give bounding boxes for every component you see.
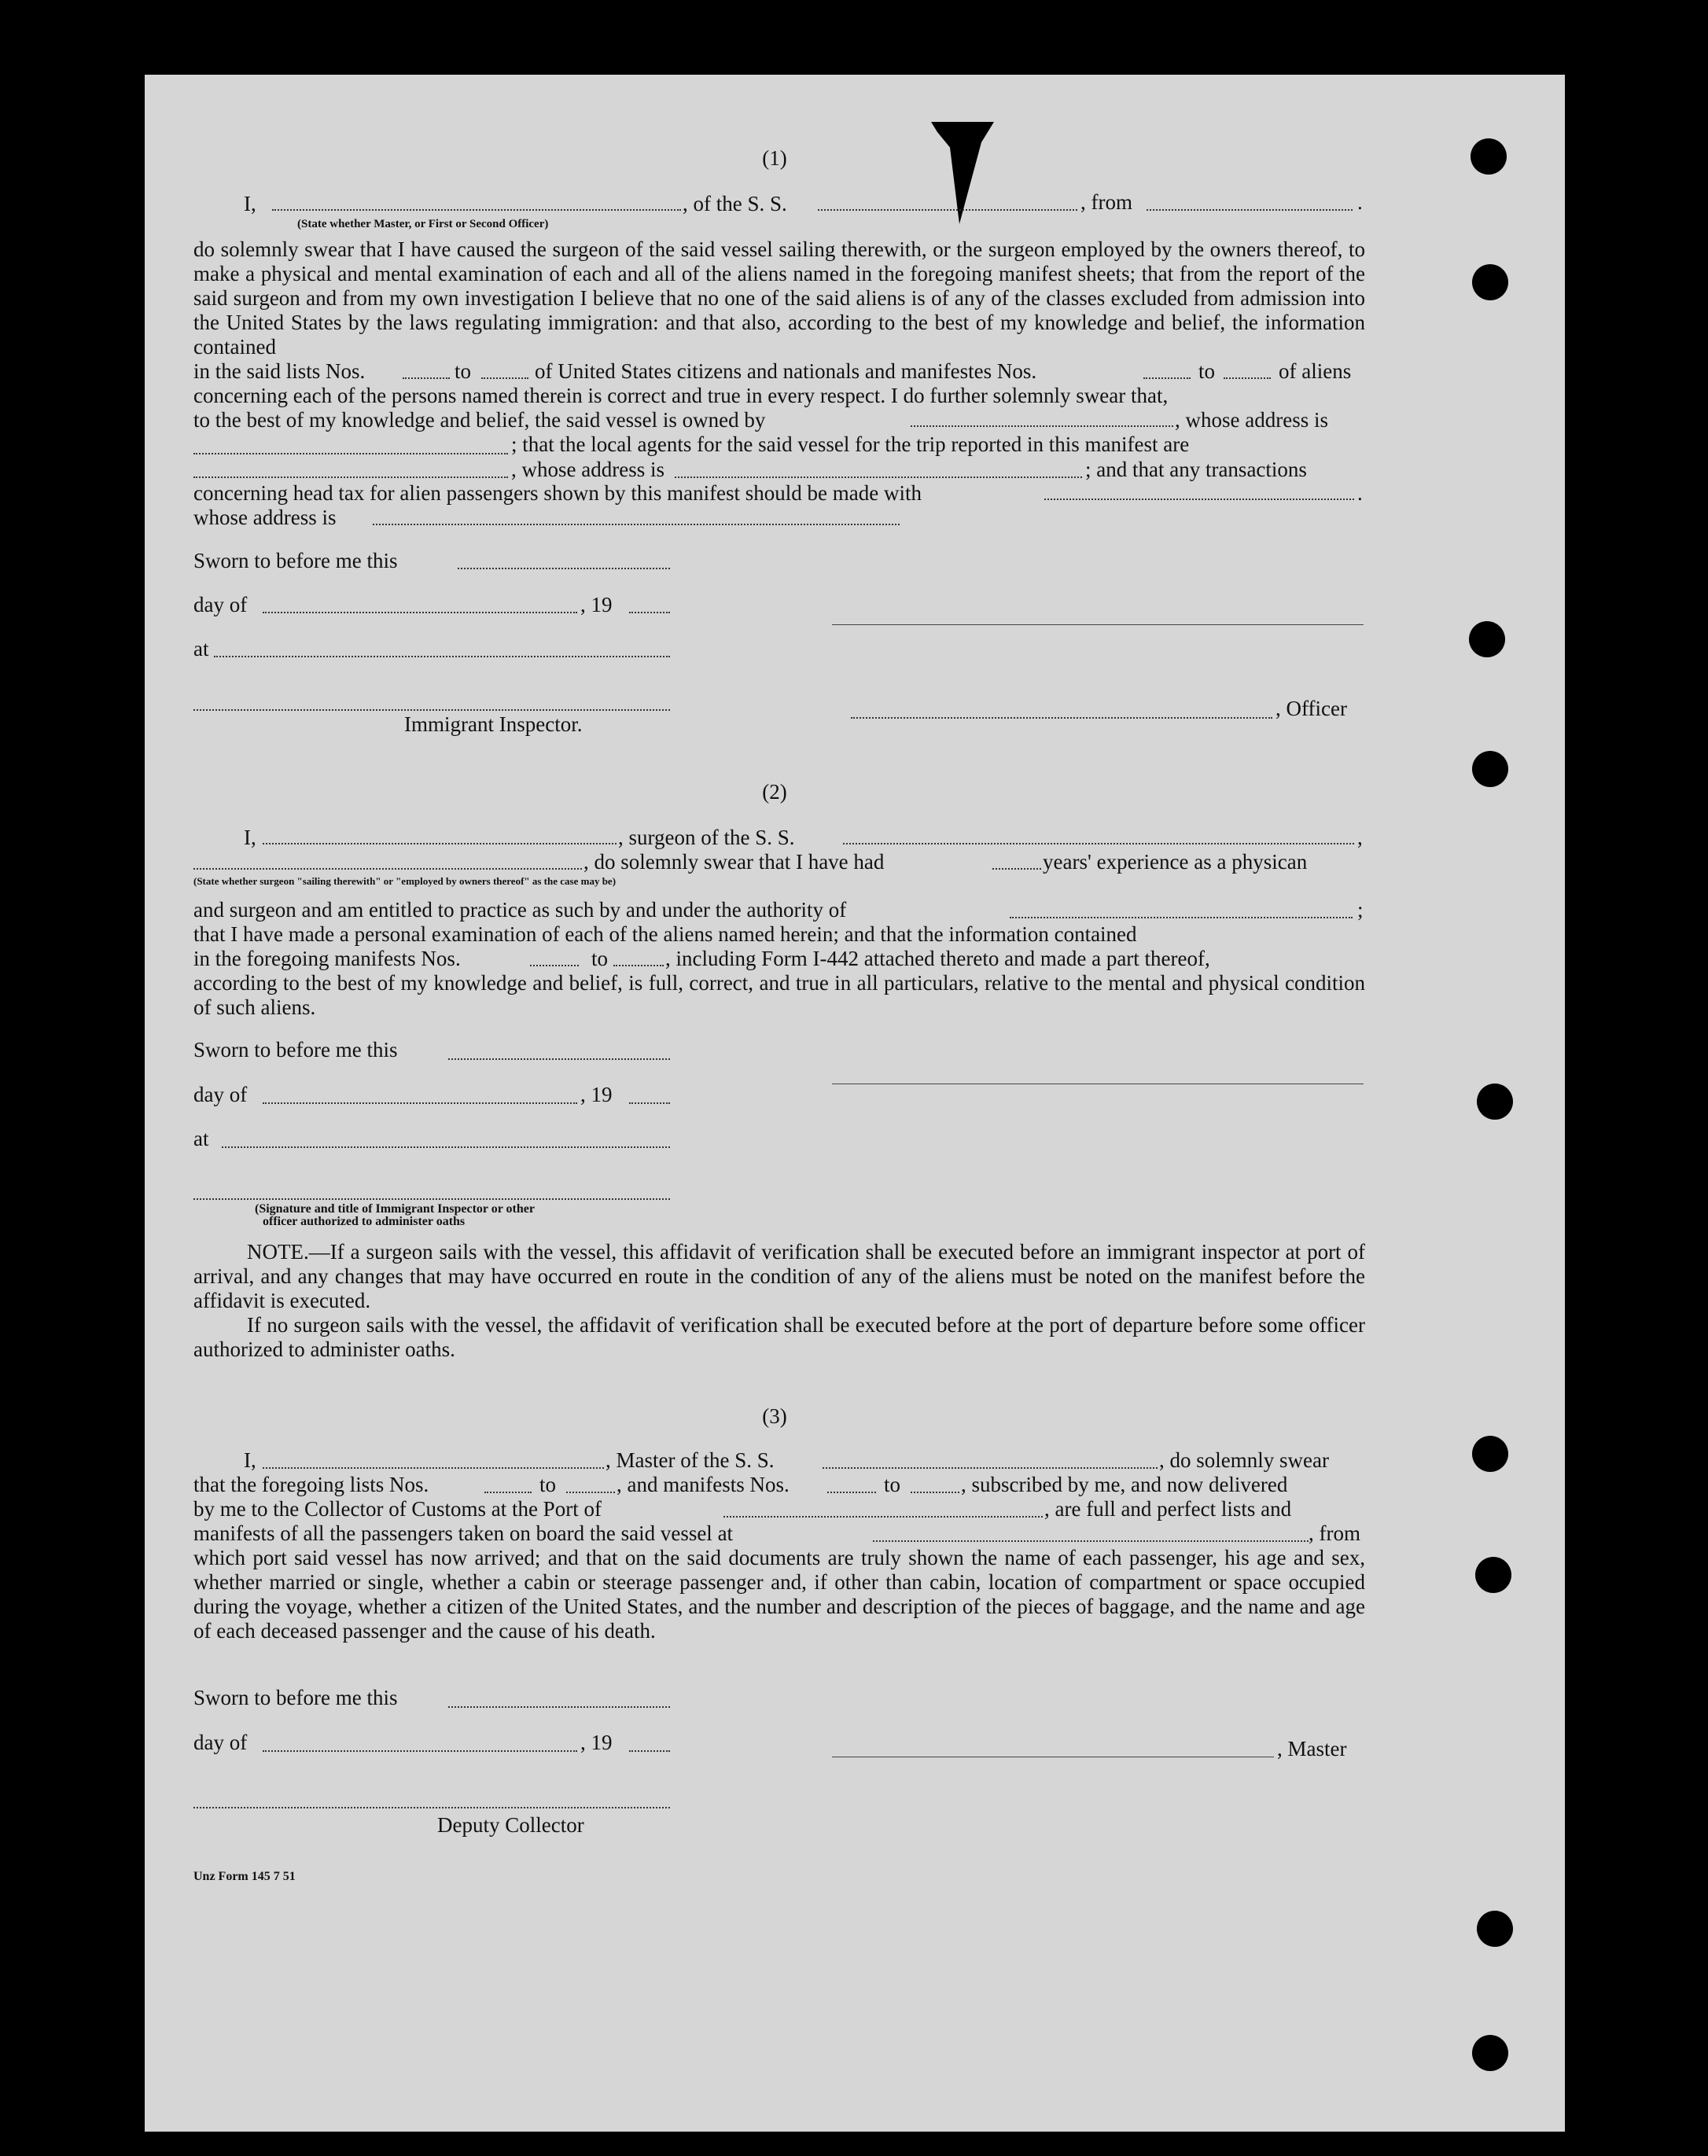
sec3-year-line[interactable] <box>629 1750 670 1752</box>
sec1-at-line[interactable] <box>214 656 670 657</box>
sec1-day-line[interactable] <box>263 612 577 613</box>
sec3-from: , from <box>1309 1521 1360 1545</box>
officer-sig-line[interactable] <box>851 717 1272 719</box>
sec1-of-ss: , of the S. S. <box>683 192 787 215</box>
sec2-sig-note-1: (Signature and title of Immigrant Inspector or other <box>255 1202 535 1216</box>
agents-line[interactable] <box>193 476 508 478</box>
sec3-master: , Master <box>1277 1737 1347 1760</box>
sec3-swear: , do solemnly swear <box>1159 1448 1329 1472</box>
sec1-i: I, <box>244 192 256 215</box>
headtax-address-line[interactable] <box>373 524 900 525</box>
sec2-paragraph-1: that I have made a personal examination of each of the aliens named herein; and that the information contained <box>193 922 1137 946</box>
sec3-manifests-to-line[interactable] <box>911 1492 959 1493</box>
sec3-day-line[interactable] <box>263 1750 577 1752</box>
sec1-headtax-end: . <box>1357 481 1363 505</box>
agents-address-line[interactable] <box>675 476 1082 478</box>
authority-line[interactable] <box>1010 917 1353 918</box>
punch-hole <box>1472 2035 1508 2071</box>
sec1-owned: to the best of my knowledge and belief, the said vessel is owned by <box>193 408 766 432</box>
sec2-manifests-label: in the foregoing manifests Nos. <box>193 947 461 970</box>
sec2-paragraph-2: according to the best of my knowledge and belief, is full, correct, and true in all particulars, relative to the mental and physical condition of such aliens. <box>193 971 1365 1019</box>
sec2-year-line[interactable] <box>629 1102 670 1104</box>
sec1-sig-line[interactable] <box>832 624 1364 625</box>
years-line[interactable] <box>992 868 1041 870</box>
sec2-comma: , <box>1357 826 1363 849</box>
sec1-at: at <box>193 637 209 660</box>
sec2-ship-line[interactable] <box>843 843 1354 844</box>
punch-hole <box>1477 1911 1513 1947</box>
sec2-auth: and surgeon and am entitled to practice as such by and under the authority of <box>193 898 847 922</box>
sec1-headtax: concerning head tax for alien passengers shown by this manifest should be made with <box>193 481 922 505</box>
sec3-paragraph: which port said vessel has now arrived; and that on the said documents are truly shown the name of each passenger, his age and sex, whether married or single, whether a cabin or steerage passenger and, if other than cabin, location of compartment or space occupied during the voyage, whether a citizen of the United States, and the number and description of the pieces of baggage, and the name and age of each deceased passenger and the cause of his death. <box>193 1546 1365 1643</box>
sec1-day: day of <box>193 593 248 616</box>
manifests-to-line[interactable] <box>1224 377 1271 379</box>
sec1-from: , from <box>1080 190 1132 214</box>
sec3-full: , are full and perfect lists and <box>1044 1497 1292 1521</box>
sec1-officer: , Officer <box>1275 697 1347 720</box>
sec1-sworn: Sworn to before me this <box>193 549 398 572</box>
sec2-day-line[interactable] <box>263 1102 577 1104</box>
manifests-from-line[interactable] <box>1143 377 1191 379</box>
sec2-manifests-from-line[interactable] <box>530 965 579 966</box>
sec3-sworn: Sworn to before me this <box>193 1686 398 1709</box>
sec3-master-ss: , Master of the S. S. <box>606 1448 775 1472</box>
sec3-ship-line[interactable] <box>823 1467 1158 1469</box>
section-1-number: (1) <box>762 146 787 170</box>
sec3-19: , 19 <box>580 1731 613 1754</box>
sec2-manifests-to-line[interactable] <box>613 965 664 966</box>
sec1-paragraph-2: concerning each of the persons named therein is correct and true in every respect. I do further solemnly swear that, <box>193 384 1169 407</box>
sec1-inspector: Immigrant Inspector. <box>404 712 583 736</box>
sec2-at-line[interactable] <box>222 1146 670 1148</box>
boarding-port-line[interactable] <box>873 1540 1309 1542</box>
sec1-to: to <box>455 359 472 383</box>
sec1-year-line[interactable] <box>629 612 670 613</box>
sec2-surgeon: , surgeon of the S. S. <box>618 826 795 849</box>
punch-hole <box>1469 621 1505 657</box>
sec3-deputy: Deputy Collector <box>437 1813 584 1837</box>
headtax-line[interactable] <box>1044 499 1354 500</box>
punch-hole <box>1471 138 1507 175</box>
sec1-citizens-label: of United States citizens and nationals and manifestes Nos. <box>535 359 1037 383</box>
sec3-i: I, <box>244 1448 256 1472</box>
sec2-i: I, <box>244 826 256 849</box>
sec1-aliens: of aliens <box>1279 359 1352 383</box>
sec2-years: years' experience as a physican <box>1043 850 1308 874</box>
sec3-lists-label: that the foregoing lists Nos. <box>193 1473 429 1496</box>
surgeon-status-line[interactable] <box>193 868 582 870</box>
sec2-semi: ; <box>1357 898 1364 922</box>
sec3-lists-to-line[interactable] <box>566 1492 615 1493</box>
sec1-whose2: , whose address is <box>511 458 664 481</box>
sec2-swear: , do solemnly swear that I have had <box>583 850 885 874</box>
surgeon-name-line[interactable] <box>263 843 617 844</box>
punch-hole <box>1472 264 1508 300</box>
inspector-sig-line[interactable] <box>193 709 670 711</box>
sec2-sworn-line[interactable] <box>448 1058 670 1060</box>
sec1-paragraph-1: do solemnly swear that I have caused the surgeon of the said vessel sailing therewith, or the surgeon employed by the owners thereof, to make a physical and mental examination of each and all of the aliens named in the foregoing manifest sheets; that from the report of the said surgeon and from my own investigation I believe that no one of the said aliens is of any of the classes excluded from admission into the United States by the laws regulating immigration: and that also, according to the best of my knowledge and belief, the information contained <box>193 237 1365 359</box>
sec2-including: , including Form I-442 attached thereto and made a part thereof, <box>665 947 1210 970</box>
sec3-to: to <box>539 1473 557 1496</box>
deputy-sig-line[interactable] <box>193 1807 670 1808</box>
sec3-day: day of <box>193 1731 248 1754</box>
sec1-to2: to <box>1198 359 1216 383</box>
sec2-to: to <box>591 947 609 970</box>
punch-hole <box>1475 1557 1511 1593</box>
form-id: Unz Form 145 7 51 <box>193 1870 296 1883</box>
ship-name-line[interactable] <box>818 209 1077 211</box>
owner-line[interactable] <box>911 425 1173 427</box>
sec1-state-note: (State whether Master, or First or Second Officer) <box>297 218 549 230</box>
sec1-agents: ; that the local agents for the said vessel for the trip reported in this manifest are <box>511 432 1190 456</box>
note-block <box>193 1240 1365 1362</box>
sec1-lists-label: in the said lists Nos. <box>193 359 366 383</box>
sec1-trans: ; and that any transactions <box>1085 458 1307 481</box>
sec1-period: . <box>1357 190 1363 214</box>
sec2-sworn: Sworn to before me this <box>193 1038 398 1061</box>
owner-address-line[interactable] <box>193 453 508 454</box>
section-2-number: (2) <box>762 780 787 804</box>
sec1-19: , 19 <box>580 593 613 616</box>
punch-hole <box>1472 751 1508 787</box>
sec2-inspector-sig-line[interactable] <box>193 1198 670 1200</box>
sec3-sworn-line[interactable] <box>448 1706 670 1708</box>
sec2-day: day of <box>193 1083 248 1106</box>
note-paragraph-1: NOTE.—If a surgeon sails with the vessel, this affidavit of verification shall be executed before an immigrant inspector at port of arrival, and any changes that may have occurred en route in the condition of any of the aliens must be noted on the manifest before the affidavit is executed. <box>193 1240 1365 1312</box>
master-name-line[interactable] <box>263 1467 604 1469</box>
sec1-sworn-line[interactable] <box>458 568 670 569</box>
note-paragraph-2: If no surgeon sails with the vessel, the affidavit of verification shall be executed before at the port of departure before some officer authorized to administer oaths. <box>193 1313 1365 1361</box>
sec3-subscribed: , subscribed by me, and now delivered <box>961 1473 1288 1496</box>
sec3-and: , and manifests Nos. <box>617 1473 790 1496</box>
lists-from-line[interactable] <box>403 377 450 379</box>
sec3-to2: to <box>884 1473 901 1496</box>
sec1-whose3: whose address is <box>193 506 337 529</box>
port-line[interactable] <box>723 1516 1043 1518</box>
punch-hole <box>1477 1084 1513 1120</box>
sec3-lists-from-line[interactable] <box>484 1492 532 1493</box>
section-3-number: (3) <box>762 1404 787 1428</box>
sec2-at: at <box>193 1127 209 1150</box>
sec2-19: , 19 <box>580 1083 613 1106</box>
officer-name-line[interactable] <box>272 209 681 211</box>
sec2-sig-note-2: officer authorized to administer oaths <box>263 1215 466 1228</box>
sec3-manifests-from-line[interactable] <box>827 1492 876 1493</box>
lists-to-line[interactable] <box>481 377 528 379</box>
punch-hole <box>1472 1436 1508 1472</box>
departure-port-line[interactable] <box>1147 209 1353 211</box>
sec3-collector: by me to the Collector of Customs at the Port of <box>193 1497 602 1521</box>
sec1-whose1: , whose address is <box>1175 408 1328 432</box>
sec3-manifests: manifests of all the passengers taken on board the said vessel at <box>193 1521 734 1545</box>
sec2-state-note: (State whether surgeon "sailing therewith" or "employed by owners thereof" as the case may be) <box>193 875 617 887</box>
